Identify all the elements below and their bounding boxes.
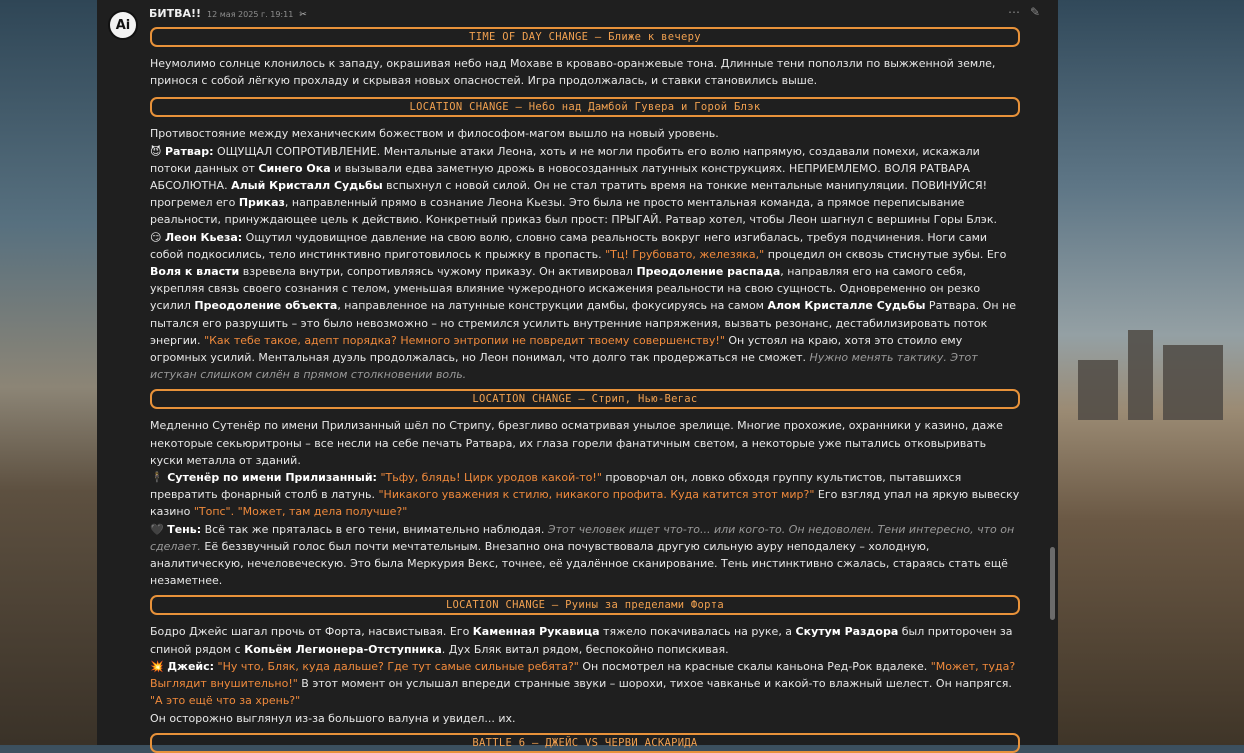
banner-location-ruins: LOCATION CHANGE – Руины за пределами Форта: [150, 595, 1020, 615]
paragraph: Неумолимо солнце клонилось к западу, окрашивая небо над Мохаве в кроваво-оранжевые тона. Длинные тени поползли по выжженной земле, принося с собой лёгкую прохладу и скрывая новых опасностей. Игра продолжалась, и ставки становились выше.: [150, 57, 996, 88]
paragraph-shadow: 🖤 Тень: Всё так же пряталась в его тени, внимательно наблюдая. Этот человек ищет что-то... или кого-то. Он недоволен. Тени интересно, что он сделает. Её беззвучный голос был почти мечтательным. Внезапно она почувствовала другую сильную ауру неподалеку – холодную, аналитическую, нечеловеческую. Это была Меркурия Векс, точнее, её удалённое сканирование. Тень инстинктивно сжалась, стараясь стать ещё незаметнее.: [150, 522, 1015, 588]
paragraph-leon: 😏 Леон Кьеза: Ощутил чудовищное давление на свою волю, словно сама реальность вокруг него изгибалась, требуя подчинения. Ноги сами собой подкосились, тело инстинктивно приготовилось к прыжку в пропасть. "Тц! Грубовато, железяка," процедил он сквозь стиснутые зубы. Его Воля к власти взревела внутри, сопротивляясь чужому приказу. Он активировал Преодоление распада, направляя его на самого себя, укрепляя связь своего сознания с телом, уменьшая влияние чужеродного искажения реальности на свою сущность. Одновременно он резко усилил Преодоление объекта, направленное на латунные конструкции дамбы, фокусируясь на самом Алом Кристалле Судьбы Ратвара. Он не пытался его разрушить – это было невозможно – но стремился усилить внутренние напряжения, вызвать резонанс, дестабилизировать поток энергии. "Как тебе такое, адепт порядка? Немного энтропии не повредит твоему совершенству!" Он устоял на краю, хотя это стоило ему огромных усилий. Ментальная дуэль продолжалась, но Леон понимал, что долго так продержаться не сможет. Нужно менять тактику. Этот истукан слишком силён в прямом столкновении воль.: [150, 230, 1016, 382]
edit-icon[interactable]: ✎: [1029, 5, 1040, 19]
message-content: [150, 27, 1020, 753]
message-tools: [1008, 5, 1040, 19]
pin-icon: ✂: [299, 10, 307, 20]
paragraph: Он осторожно выглянул из-за большого валуна и увидел... их.: [150, 711, 516, 725]
banner-time-of-day: TIME OF DAY CHANGE – Ближе к вечеру: [150, 27, 1020, 47]
rock-formation: [1078, 360, 1118, 420]
rock-formation: [1163, 345, 1223, 420]
emoji-icon: 🕴: [150, 471, 164, 485]
avatar[interactable]: Ai: [108, 10, 138, 40]
paragraph: Бодро Джейс шагал прочь от Форта, насвистывая. Его Каменная Рукавица тяжело покачивалась на руке, а Скутум Раздора был приторочен за спиной рядом с Копьём Легионера-Отступника. Дух Бляк витал рядом, беспокойно попискивая.: [150, 625, 1013, 656]
emoji-icon: 🖤: [150, 522, 164, 536]
banner-location-strip: LOCATION CHANGE – Стрип, Нью-Вегас: [150, 389, 1020, 409]
paragraph: Противостояние между механическим божеством и философом-магом вышло на новый уровень.: [150, 127, 719, 141]
banner-battle: BATTLE 6 – ДЖЕЙС VS ЧЕРВИ АСКАРИДА: [150, 733, 1020, 753]
message-header: [149, 7, 307, 20]
more-icon[interactable]: ⋯: [1007, 5, 1020, 19]
paragraph-pimp: 🕴 Сутенёр по имени Прилизанный: "Тьфу, блядь! Цирк уродов какой-то!" проворчал он, ловко обходя группу культистов, пытавшихся превратить фонарный столб в латунь. "Никакого уважения к стилю, никакого профита. Куда катится этот мир?" Его взгляд упал на яркую вывеску казино "Топс". "Может, там дела получше?": [150, 471, 1020, 519]
author-name[interactable]: БИТВА!!: [149, 7, 202, 20]
emoji-icon: 😈: [150, 144, 162, 158]
scrollbar-thumb[interactable]: [1050, 547, 1055, 620]
rock-formation: [1128, 330, 1153, 420]
banner-location-hoover-dam: LOCATION CHANGE – Небо над Дамбой Гувера и Горой Блэк: [150, 97, 1020, 117]
emoji-icon: 💥: [150, 659, 164, 673]
timestamp: 12 мая 2025 г. 19:11: [207, 10, 294, 19]
background-right: [1058, 0, 1244, 745]
paragraph: Медленно Сутенёр по имени Прилизанный шёл по Стрипу, брезгливо осматривая унылое зрелище. Многие прохожие, охранники у казино, даже некоторые секьюритроны – все несли на себе печать Ратвара, их глаза горели фанатичным светом, а некоторые уже пытались отковыривать куски металла от зданий.: [150, 419, 1003, 467]
paragraph-ratvar: 😈 Ратвар: ОЩУЩАЛ СОПРОТИВЛЕНИЕ. Ментальные атаки Леона, хоть и не могли пробить его волю напрямую, создавали помехи, искажали потоки данных от Синего Ока и вызывали едва заметную дрожь в новосозданных латунных конструкциях. НЕПРИЕМЛЕМО. ВОЛЯ РАТВАРА АБСОЛЮТНА. Алый Кристалл Судьбы вспыхнул с новой силой. Он не стал тратить время на тонкие ментальные манипуляции. ПОВИНУЙСЯ! прогремел его Приказ, направленный прямо в сознание Леона Кьезы. Это была не просто ментальная команда, а прямое переписывание реальности, принуждающее цель к действию. Конкретный приказ был прост: ПРЫГАЙ. Ратвар хотел, чтобы Леон шагнул с вершины Горы Блэк.: [150, 144, 997, 227]
background-left: [0, 0, 97, 745]
emoji-icon: 😏: [150, 230, 162, 244]
message-panel: [97, 0, 1058, 749]
paragraph-jayce: 💥 Джейс: "Ну что, Бляк, куда дальше? Где тут самые сильные ребята?" Он посмотрел на красные скалы каньона Ред-Рок вдалеке. "Может, туда? Выглядит внушительно!" В этот момент он услышал впереди странные звуки – шорохи, тихое чавканье и какой-то влажный шелест. Он напрягся. "А это ещё что за хрень?": [150, 659, 1016, 708]
